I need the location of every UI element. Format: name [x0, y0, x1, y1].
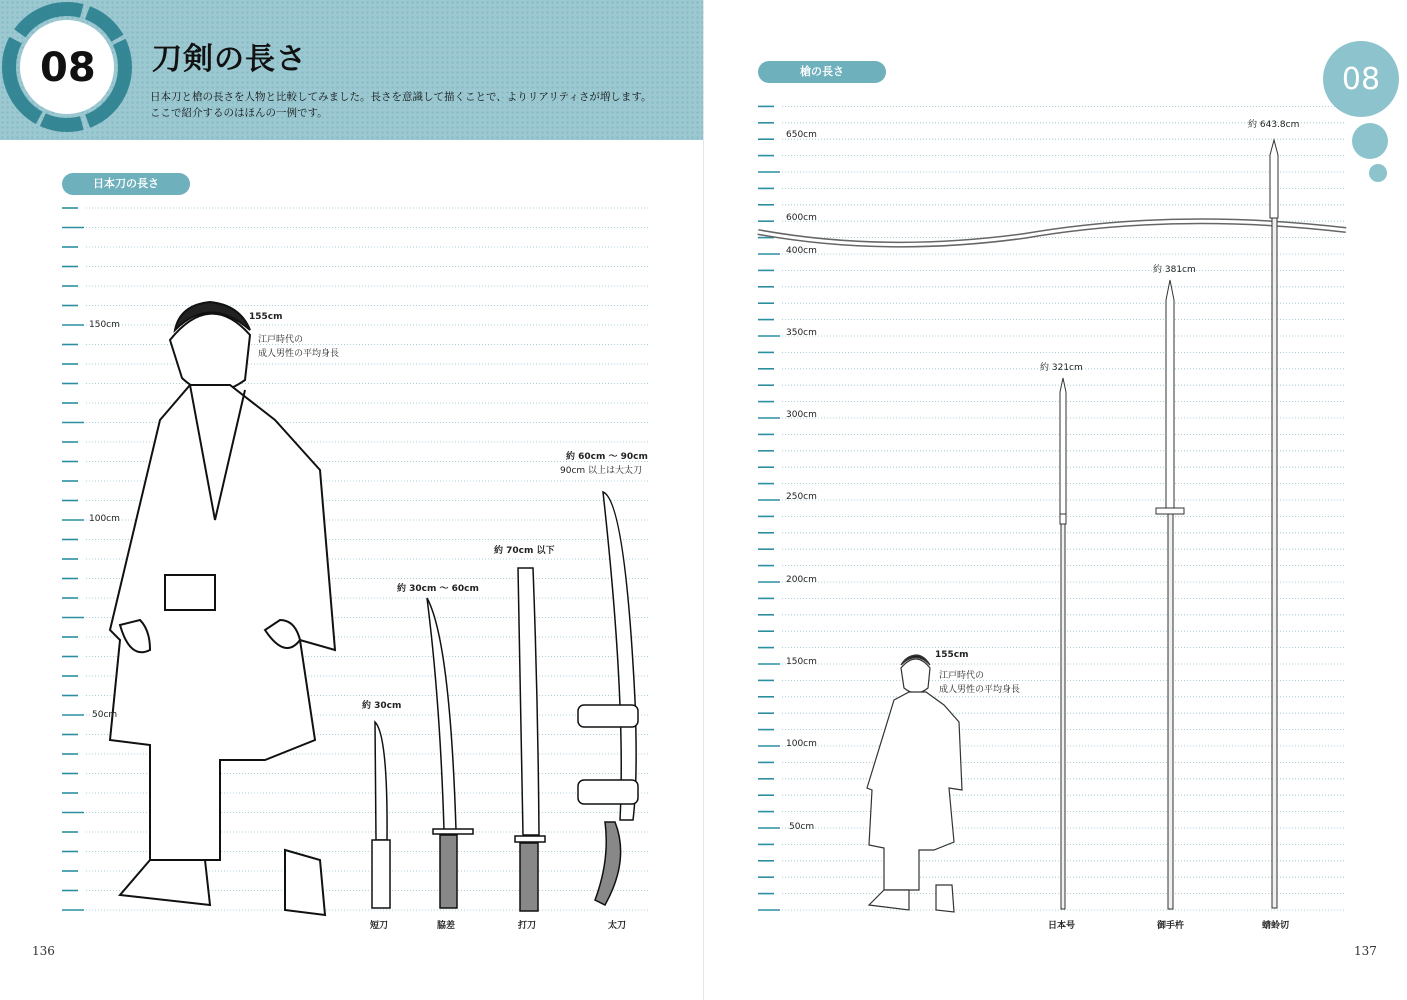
tachi-note: 90cm 以上は大太刀 — [560, 466, 643, 476]
otegine-spear-illustration — [1156, 280, 1184, 909]
tonbokiri-spear-illustration — [1270, 140, 1278, 908]
wakizashi-illustration — [427, 598, 473, 908]
nihongo-length: 約 321cm — [1040, 363, 1083, 373]
tanto-length: 約 30cm — [362, 701, 402, 711]
scale-label-400: 400cm — [786, 246, 817, 256]
sword-name-uchigatana: 打刀 — [518, 921, 537, 931]
wakizashi-length: 約 30cm ～ 60cm — [397, 584, 479, 594]
scale-label-350: 350cm — [786, 328, 817, 338]
uchigatana-length: 約 70cm 以下 — [494, 546, 555, 556]
scale-label-650: 650cm — [786, 130, 817, 140]
height-ruler — [758, 106, 1346, 910]
page-number-right: 137 — [1354, 944, 1377, 958]
page-number-left: 136 — [32, 944, 55, 958]
scale-label-250: 250cm — [786, 492, 817, 502]
page-title: 刀剣の長さ — [152, 42, 307, 77]
sword-name-tanto: 短刀 — [370, 921, 389, 931]
otegine-length: 約 381cm — [1153, 265, 1196, 275]
scale-label-600: 600cm — [786, 213, 817, 223]
right-page — [704, 0, 1407, 1000]
spear-name-otegine: 御手杵 — [1157, 921, 1185, 931]
left-page-art — [0, 0, 703, 1000]
person-note-2: 成人男性の平均身長 — [939, 685, 1021, 695]
lead-text — [150, 89, 651, 121]
lead-line-2: ここで紹介するのはほんの一例です。 — [150, 107, 328, 119]
scale-label-50: 50cm — [92, 710, 118, 720]
samurai-figure-illustration — [110, 302, 335, 915]
spear-name-nihongo: 日本号 — [1048, 921, 1076, 931]
nihongo-spear-illustration — [1060, 378, 1066, 909]
badge-dot-small — [1369, 164, 1387, 182]
scale-label-150: 150cm — [89, 320, 120, 330]
lead-line-1: 日本刀と槍の長さを人物と比較してみました。長さを意識して描くことで、よりリアリティさが増します。 — [150, 91, 652, 103]
scale-label-300: 300cm — [786, 410, 817, 420]
tachi-illustration — [578, 492, 638, 905]
scale-label-150: 150cm — [786, 657, 817, 667]
chapter-badge: 08 — [1341, 62, 1381, 97]
sword-name-wakizashi: 脇差 — [437, 921, 456, 931]
person-height-label: 155cm — [249, 312, 283, 322]
scale-label-50: 50cm — [789, 822, 815, 832]
tonbokiri-length: 約 643.8cm — [1248, 120, 1300, 130]
badge-dot-medium — [1352, 123, 1388, 159]
section-label-spear: 槍の長さ — [758, 61, 886, 83]
scale-label-200: 200cm — [786, 575, 817, 585]
scale-label-100: 100cm — [786, 739, 817, 749]
sword-name-tachi: 太刀 — [608, 921, 627, 931]
tachi-length: 約 60cm ～ 90cm — [566, 452, 648, 462]
scale-label-100: 100cm — [89, 514, 120, 524]
person-note-1: 江戸時代の — [939, 671, 985, 681]
person-note-1: 江戸時代の — [258, 335, 304, 345]
uchigatana-illustration — [515, 568, 545, 911]
chapter-number: 08 — [40, 45, 96, 91]
spear-name-tonbokiri: 蜻蛉切 — [1262, 921, 1290, 931]
left-page — [0, 0, 703, 1000]
section-label-sword: 日本刀の長さ — [62, 173, 190, 195]
tanto-illustration — [372, 722, 390, 908]
person-height-label: 155cm — [935, 650, 969, 660]
person-note-2: 成人男性の平均身長 — [258, 349, 340, 359]
